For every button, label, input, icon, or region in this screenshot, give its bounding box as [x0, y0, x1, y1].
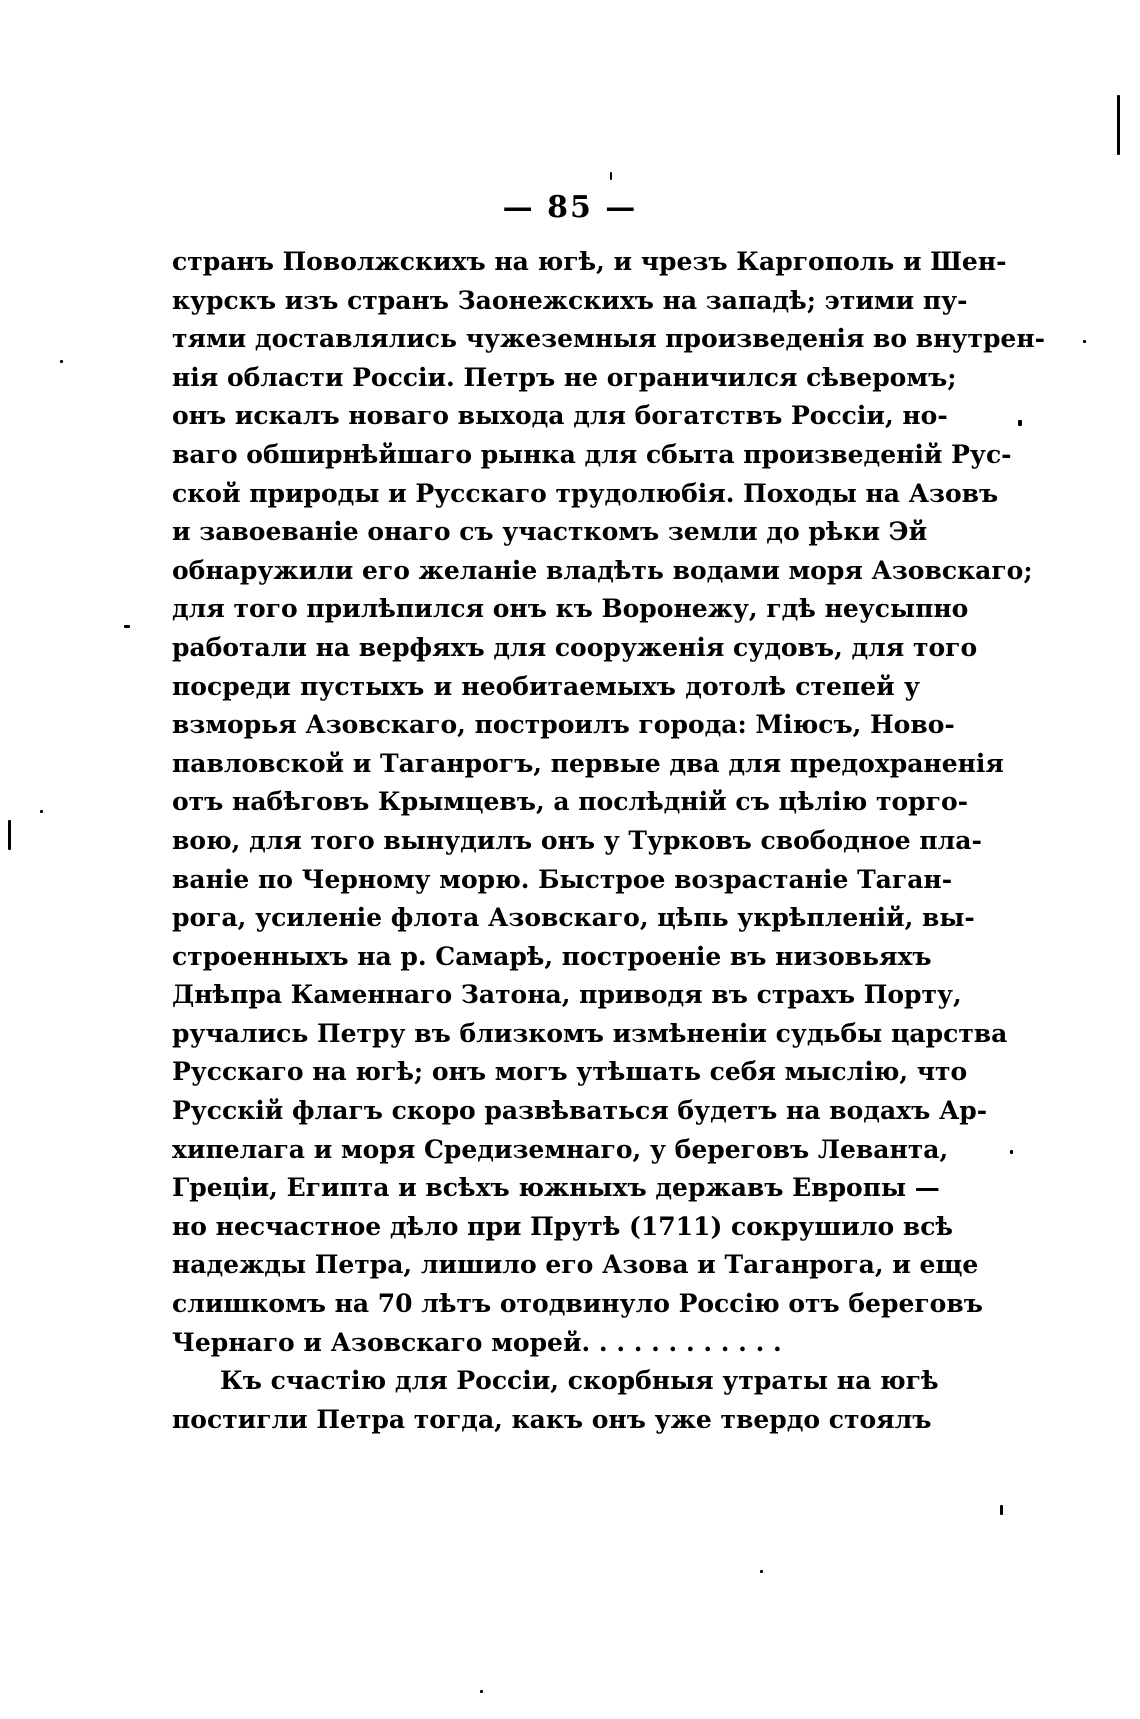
body-text	[172, 243, 1045, 1439]
text-line: обнаружили его желаніе владѣть водами моря Азовскаго;	[172, 555, 1033, 585]
scan-speck	[1018, 420, 1022, 426]
text-line: странъ Поволжскихъ на югѣ, и чрезъ Каргополь и Шен-	[172, 247, 1007, 276]
text-line: рога, усиленіе флота Азовскаго, цѣпь укрѣпленій, вы-	[172, 903, 975, 933]
text-line: для того прилѣпился онъ къ Воронежу, гдѣ неусыпно	[172, 594, 969, 624]
text-line: курскъ изъ странъ Заонежскихъ на западѣ; этими пу-	[172, 285, 968, 315]
scan-speck	[40, 810, 43, 813]
text-line: работали на верфяхъ для сооруженія судовъ, для того	[172, 632, 978, 662]
text-line: вою, для того вынудилъ онъ у Турковъ свободное пла-	[172, 825, 982, 855]
text-line: павловской и Таганрогъ, первые два для предохраненія	[172, 748, 1004, 778]
text-line: и завоеваніе онаго съ участкомъ земли до рѣки Эй	[172, 517, 928, 547]
text-line: хипелага и моря Средиземнаго, у береговъ Леванта,	[172, 1134, 949, 1164]
text-line: отъ набѣговъ Крымцевъ, а послѣдній съ цѣлію торго-	[172, 787, 969, 817]
scan-speck	[1117, 95, 1120, 155]
scan-speck	[1010, 1150, 1013, 1154]
scan-speck	[8, 820, 11, 850]
text-line: строенныхъ на р. Самарѣ, построеніе въ низовьяхъ	[172, 941, 932, 971]
text-line: Русскаго на югѣ; онъ могъ утѣшать себя мыслію, что	[172, 1057, 968, 1087]
scan-speck	[1000, 1505, 1003, 1515]
scan-speck	[1083, 340, 1086, 343]
text-line: ской природы и Русскаго трудолюбія. Походы на Азовъ	[172, 478, 999, 508]
text-line: ваніе по Черному морю. Быстрое возрастаніе Таган-	[172, 864, 953, 894]
text-line: тями доставлялись чужеземныя произведенія во внутрен-	[172, 324, 1045, 354]
text-line: но несчастное дѣло при Прутѣ (1711) сокрушило всѣ	[172, 1211, 953, 1241]
text-line: Къ счастію для Россіи, скорбныя утраты на югѣ	[220, 1366, 939, 1396]
text-line: слишкомъ на 70 лѣтъ отодвинуло Россію отъ береговъ	[172, 1289, 983, 1319]
scan-speck	[610, 172, 612, 180]
text-line: онъ искалъ новаго выхода для богатствъ Россіи, но-	[172, 401, 948, 431]
text-line: надежды Петра, лишило его Азова и Таганрога, и еще	[172, 1250, 979, 1280]
page-number: — 85 —	[502, 190, 638, 225]
scan-speck	[60, 360, 63, 363]
text-line: ваго обширнѣйшаго рынка для сбыта произведеній Рус-	[172, 439, 1012, 469]
text-line: ручались Петру въ близкомъ измѣненіи судьбы царства	[172, 1018, 1008, 1048]
scan-speck	[124, 625, 130, 628]
text-line: Чернаго и Азовскаго морей. . . . . . . . . . . .	[172, 1327, 782, 1357]
text-line: Днѣпра Каменнаго Затона, приводя въ страхъ Порту,	[172, 980, 962, 1010]
scan-speck	[480, 1690, 483, 1693]
text-line: Греціи, Египта и всѣхъ южныхъ державъ Европы —	[172, 1173, 940, 1203]
text-line: взморья Азовскаго, построилъ города: Міюсъ, Ново-	[172, 710, 955, 740]
text-line: нія области Россіи. Петръ не ограничился сѣверомъ;	[172, 362, 957, 392]
scan-speck	[760, 1570, 763, 1573]
text-line: постигли Петра тогда, какъ онъ уже твердо стоялъ	[172, 1404, 932, 1434]
text-line: Русскій флагъ скоро развѣваться будетъ на водахъ Ар-	[172, 1096, 988, 1126]
text-line: посреди пустыхъ и необитаемыхъ дотолѣ степей у	[172, 671, 920, 701]
